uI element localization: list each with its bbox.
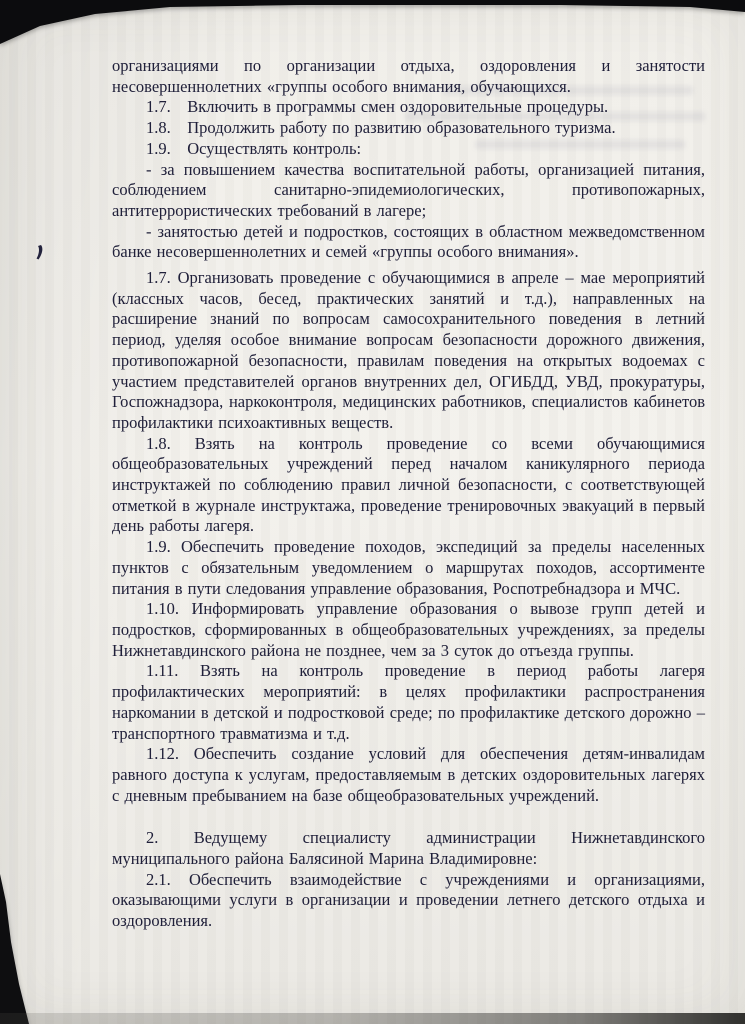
paragraph: 1.8. Взять на контроль проведение со всеми обучающимися общеобразовательных учреждений перед началом каникулярного периода инструктажей по соблюдению правил личной безопасности, с соответствующей отметкой в журнале инструктажа, проведение тренировочных эвакуаций в первый день работы лагеря. bbox=[112, 433, 705, 536]
paragraph: - занятостью детей и подростков, состоящих в областном межведомственном банке несовершеннолетних и семей «группы особого внимания». bbox=[112, 221, 705, 262]
scan-artifact-top-edge bbox=[0, 0, 745, 46]
paragraph: 1.8. Продолжить работу по развитию образовательного туризма. bbox=[146, 118, 616, 138]
paragraph: 2.1. Обеспечить взаимодействие с учреждениями и организациями, оказывающими услуги в организации и проведении летнего детского отдыха и оздоровления. bbox=[112, 869, 705, 931]
paragraph: - за повышением качества воспитательной работы, организацией питания, соблюдением санитарно-эпидемиологических, противопожарных, антитеррористических требований в лагере; bbox=[112, 159, 705, 220]
paragraph: 1.9. Обеспечить проведение походов, экспедиций за пределы населенных пунктов с обязательным уведомлением о маршрутах походов, ассортименте питания в пути следования управление образования, Роспотребнадзора и МЧС. bbox=[112, 537, 705, 598]
ink-mark bbox=[35, 244, 45, 261]
paragraph: 1.7. Включить в программы смен оздоровительные процедуры. bbox=[146, 97, 609, 117]
document-text-block bbox=[112, 56, 705, 932]
paragraph: 1.10. Информировать управление образования о вывозе групп детей и подростков, сформированных в общеобразовательных учреждениях, за пределы Нижнетавдинского района не позднее, чем за 3 суток до отъезда группы. bbox=[112, 599, 705, 660]
paragraph: организациями по организации отдыха, оздоровления и занятости несовершеннолетних «группы особого внимания, обучающихся. bbox=[112, 56, 705, 96]
paragraph: 1.12. Обеспечить создание условий для обеспечения детям-инвалидам равного доступа к услугам, предоставляемым в детских оздоровительных лагерях с дневным пребыванием на базе общеобразовательных учреждений. bbox=[112, 744, 705, 805]
paragraph: 1.7. Организовать проведение с обучающимися в апреле – мае мероприятий (классных часов, бесед, практических занятий и т.д.), направленных на расширение знаний по вопросам самосохранительного поведения в летний период, уделяя особое внимание вопросам безопасности дорожного движения, противопожарной безопасности, правилам поведения на открытых водоемах с участием представителей органов внутренних дел, ОГИБДД, УВД, прокуратуры, Госпожнадзора, наркоконтроля, медицинских работников, специалистов кабинетов профилактики психоактивных веществ. bbox=[112, 268, 705, 432]
paragraph: 2. Ведущему специалисту администрации Нижнетавдинского муниципального района Балясиной Марина Владимировне: bbox=[112, 828, 705, 869]
paragraph: 1.11. Взять на контроль проведение в период работы лагеря профилактических мероприятий: в целях профилактики распространения наркомании в детской и подростковой среде; по профилактике детского дорожно – транспортного травматизма и т.д. bbox=[112, 661, 705, 743]
scan-artifact-bottom-left-edge bbox=[0, 874, 40, 1024]
paragraph: 1.9. Осуществлять контроль: bbox=[146, 138, 362, 158]
scan-artifact-bottom-band bbox=[0, 1013, 745, 1024]
